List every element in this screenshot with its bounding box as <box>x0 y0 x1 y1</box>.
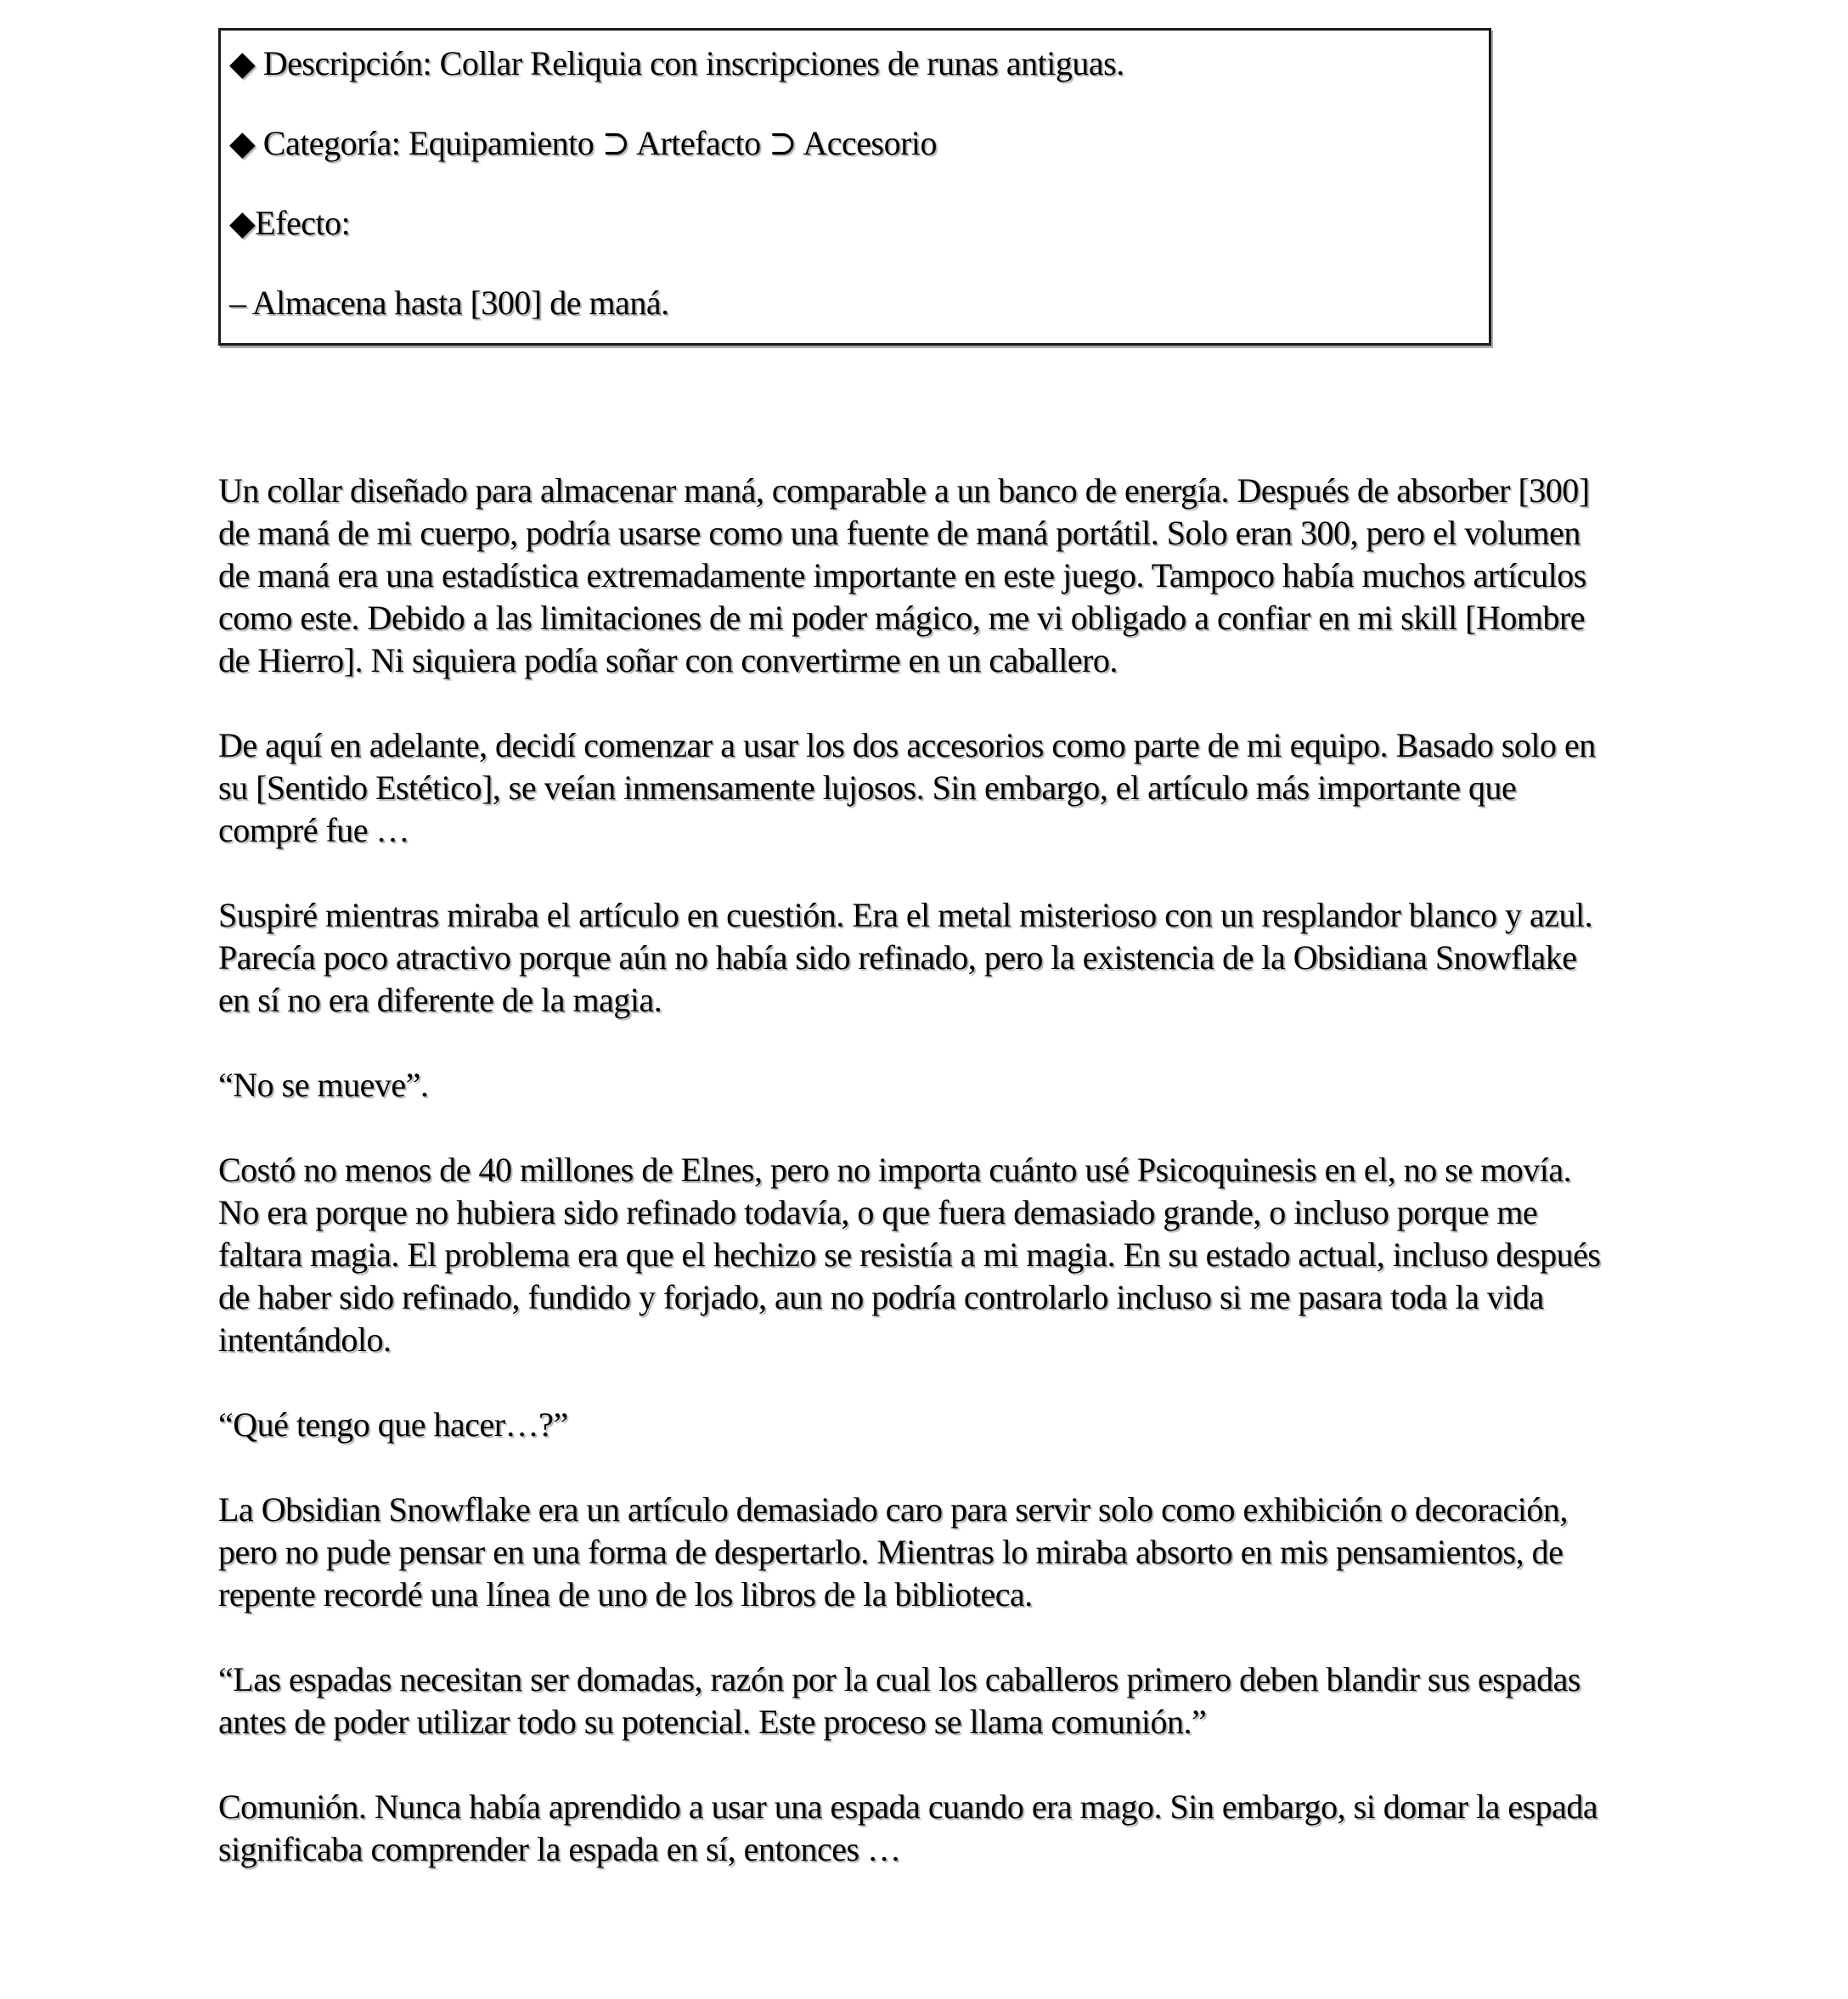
item-info-box <box>218 28 1491 346</box>
story-content <box>218 470 1611 1871</box>
story-paragraph: Suspiré mientras miraba el artículo en cuestión. Era el metal misterioso con un resplandor blanco y azul. Parecía poco atractivo porque aún no había sido refinado, pero la existencia de la Obsidiana Snowflake en sí no era diferente de la magia. <box>218 896 1593 1019</box>
story-paragraph: “Qué tengo que hacer…?” <box>218 1405 568 1444</box>
story-paragraph: De aquí en adelante, decidí comenzar a usar los dos accesorios como parte de mi equipo. Basado solo en su [Sentido Estético], se veían inmensamente lujosos. Sin embargo, el artículo más importante que compré fue … <box>218 726 1596 849</box>
story-paragraph: Comunión. Nunca había aprendido a usar una espada cuando era mago. Sin embargo, si domar la espada significaba comprender la espada en sí, entonces … <box>218 1788 1598 1868</box>
story-paragraph: “No se mueve”. <box>218 1066 429 1104</box>
item-effect-value: – Almacena hasta [300] de maná. <box>229 284 669 322</box>
story-paragraph: La Obsidian Snowflake era un artículo demasiado caro para servir solo como exhibición o decoración, pero no pude pensar en una forma de despertarlo. Mientras lo miraba absorto en mis pensamientos, de repente recordé una línea de uno de los libros de la biblioteca. <box>218 1490 1568 1613</box>
item-effect-label: ◆Efecto: <box>229 204 351 242</box>
story-paragraph: Costó no menos de 40 millones de Elnes, pero no importa cuánto usé Psicoquinesis en el, no se movía. No era porque no hubiera sido refinado todavía, o que fuera demasiado grande, o incluso porque me faltara magia. El problema era que el hechizo se resistía a mi magia. En su estado actual, incluso después de haber sido refinado, fundido y forjado, aun no podría controlarlo incluso si me pasara toda la vida intentándolo. <box>218 1151 1601 1359</box>
item-category-line: ◆ Categoría: Equipamiento ⊃ Artefacto ⊃ Accesorio <box>229 124 938 162</box>
item-description-line: ◆ Descripción: Collar Reliquia con inscripciones de runas antiguas. <box>229 44 1124 82</box>
story-paragraph: “Las espadas necesitan ser domadas, razón por la cual los caballeros primero deben blandir sus espadas antes de poder utilizar todo su potencial. Este proceso se llama comunión.” <box>218 1660 1580 1741</box>
story-paragraph: Un collar diseñado para almacenar maná, comparable a un banco de energía. Después de absorber [300] de maná de mi cuerpo, podría usarse como una fuente de maná portátil. Solo eran 300, pero el volumen de maná era una estadística extremadamente importante en este juego. Tampoco había muchos artículos como este. Debido a las limitaciones de mi poder mágico, me vi obligado a confiar en mi skill [Hombre de Hierro]. Ni siquiera podía soñar con convertirme en un caballero. <box>218 471 1590 679</box>
